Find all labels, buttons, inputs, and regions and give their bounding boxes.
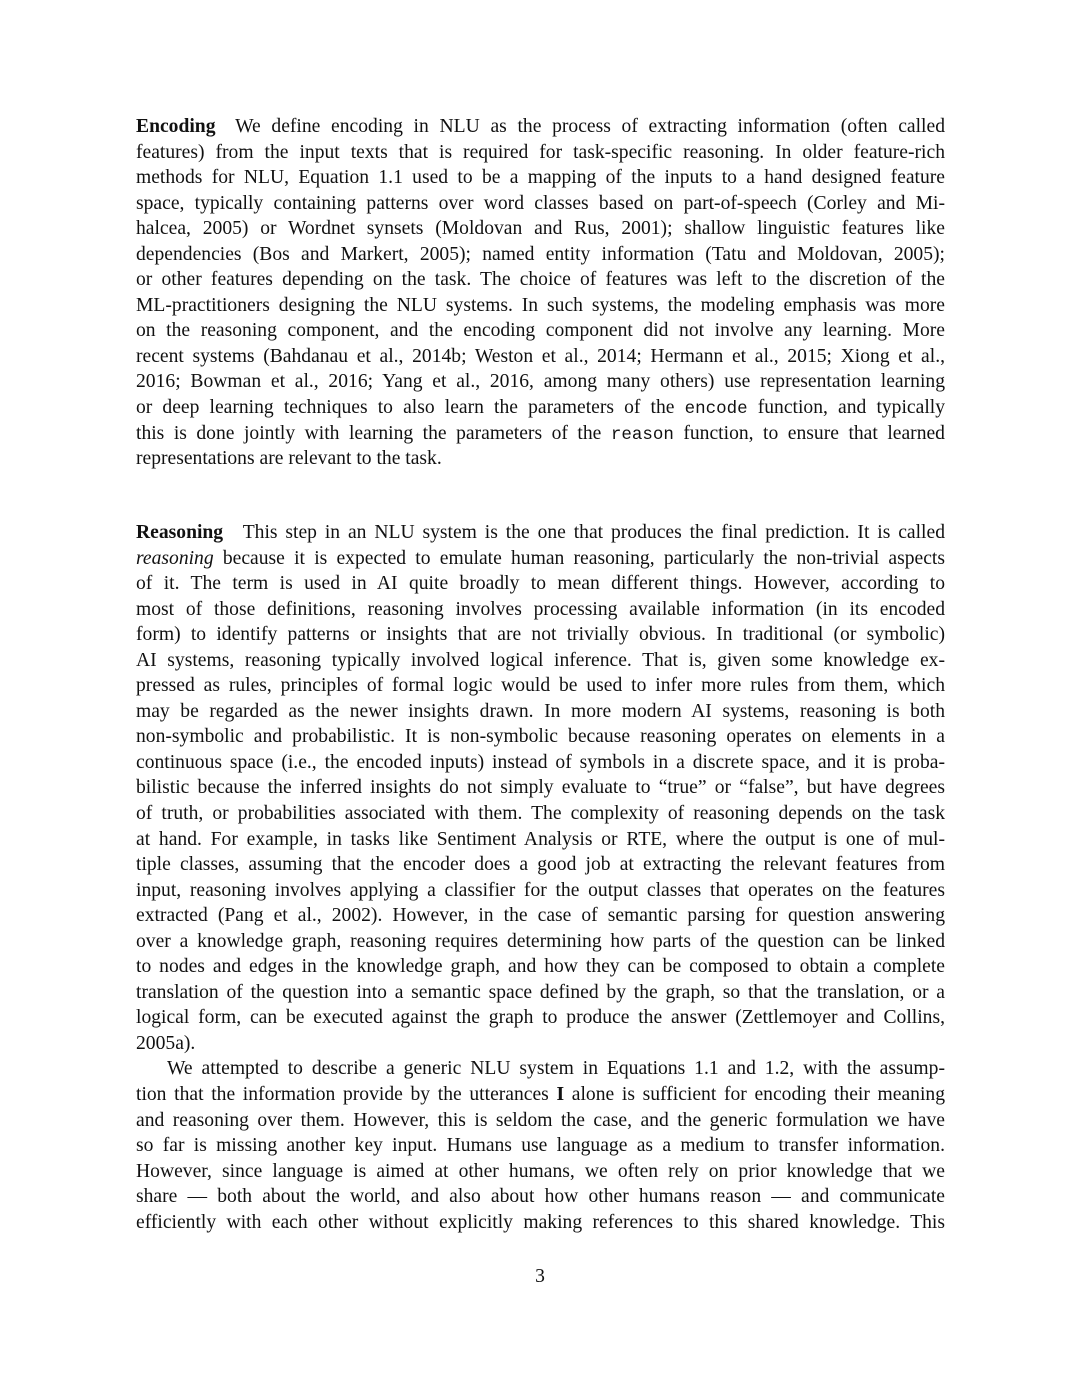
text-run: This step in an NLU system is the one that produces the final prediction. It is called [223,522,945,543]
text-run: and reasoning over them. However, this is seldom the case, and the generic formulation we have [136,1109,945,1131]
text-line [136,216,945,242]
text-run: logical form, can be executed against the graph to produce the answer (Zettlemoyer and Collins, [136,1007,945,1029]
text-line [136,1031,945,1057]
text-run: this is done jointly with learning the parameters of the [136,422,611,444]
text-line [136,1184,945,1210]
text-line [136,140,945,166]
text-line [136,293,945,319]
text-run: features) from the input texts that is required for task-specific reasoning. In older feature-rich [136,141,945,163]
text-line [136,852,945,878]
text-line [136,1056,945,1082]
text-run: or other features depending on the task. The choice of features was left to the discretion of the [136,269,945,291]
text-line [136,369,945,395]
text-run: at hand. For example, in tasks like Sentiment Analysis or RTE, where the output is one of mul- [136,828,945,850]
paragraph-reasoning [136,520,945,1235]
text-line [136,421,945,447]
text-run: dependencies (Bos and Markert, 2005); named entity information (Tatu and Moldovan, 2005); [136,243,945,265]
text-run: efficiently with each other without explicitly making references to this shared knowledge. This [136,1211,945,1233]
text-run: AI systems, reasoning typically involved logical inference. That is, given some knowledge ex- [136,649,945,671]
text-line [136,520,945,546]
page-number: 3 [535,1266,545,1287]
text-run: over a knowledge graph, reasoning requires determining how parts of the question can be linked [136,930,945,952]
text-run: space, typically containing patterns over word classes based on part-of-speech (Corley and Mi- [136,192,945,214]
bold-text: I [556,1084,565,1106]
text-run: However, since language is aimed at other humans, we often rely on prior knowledge that we [136,1160,945,1182]
text-run: 2016; Bowman et al., 2016; Yang et al., 2016, among many others) use representation learning [136,371,945,393]
text-line [136,1159,945,1185]
text-run: form) to identify patterns or insights that are not trivially obvious. In traditional (or symbolic) [136,624,945,646]
text-line [136,571,945,597]
bold-text: Encoding [136,116,216,137]
text-line [136,954,945,980]
text-run: continuous space (i.e., the encoded inputs) instead of symbols in a discrete space, and it is proba- [136,751,945,773]
text-line [136,1005,945,1031]
text-run: translation of the question into a semantic space defined by the graph, so that the translation, or a [136,981,945,1003]
text-line [136,1210,945,1236]
italic-text: reasoning [136,547,214,569]
text-line [136,622,945,648]
text-run: input, reasoning involves applying a classifier for the output classes that operates on the features [136,879,945,901]
text-run: extracted (Pang et al., 2002). However, in the case of semantic parsing for question answering [136,905,945,927]
text-run: so far is missing another key input. Humans use language as a medium to transfer information. [136,1135,945,1157]
text-run: halcea, 2005) or Wordnet synsets (Moldovan and Rus, 2001); shallow linguistic features like [136,218,945,240]
text-line [136,980,945,1006]
text-run: may be regarded as the newer insights drawn. In more modern AI systems, reasoning is both [136,700,945,722]
text-run: recent systems (Bahdanau et al., 2014b; Weston et al., 2014; Hermann et al., 2015; Xiong et al., [136,345,945,367]
text-run: because it is expected to emulate human reasoning, particularly the non-trivial aspects [213,547,945,569]
paragraph-encoding [136,114,945,472]
text-line [136,395,945,421]
text-run: of it. The term is used in AI quite broadly to mean different things. However, according to [136,573,945,595]
text-line [136,801,945,827]
text-line [136,318,945,344]
text-line [136,344,945,370]
text-line [136,673,945,699]
text-run: bilistic because the inferred insights do not simply evaluate to “true” or “false”, but have degrees [136,777,945,799]
text-run: non-symbolic and probabilistic. It is non-symbolic because reasoning operates on elements in a [136,726,945,748]
text-line [136,750,945,776]
text-line [136,775,945,801]
text-line [136,597,945,623]
text-line [136,648,945,674]
bold-text: Reasoning [136,522,224,543]
text-run: representations are relevant to the task. [136,448,442,470]
text-line [136,446,945,472]
text-run: function, and typically [747,397,945,419]
text-line [136,903,945,929]
text-run: tion that the information provide by the utterances [136,1084,557,1106]
text-line [136,1108,945,1134]
text-run: pressed as rules, principles of formal logic would be used to infer more rules from them, which [136,675,945,697]
code-text: encode [684,399,748,420]
code-text: reason [610,424,674,445]
text-line [136,699,945,725]
text-line [136,1082,945,1108]
text-run: methods for NLU, Equation 1.1 used to be a mapping of the inputs to a hand designed feature [136,167,945,189]
text-run: most of those definitions, reasoning involves processing available information (in its encoded [136,598,945,620]
text-line [136,191,945,217]
text-line [136,114,945,140]
text-line [136,546,945,572]
text-run: We define encoding in NLU as the process of extracting information (often called [215,116,945,137]
text-run: share — both about the world, and also about how other humans reason — and communicate [136,1186,945,1208]
text-line [136,878,945,904]
text-run: function, to ensure that learned [673,422,945,444]
text-line [136,165,945,191]
text-line [136,267,945,293]
text-run: 2005a). [136,1032,196,1054]
text-run: of truth, or probabilities associated with them. The complexity of reasoning depends on the task [136,803,945,825]
text-line [136,827,945,853]
text-run: on the reasoning component, and the encoding component did not involve any learning. More [136,320,945,342]
text-run: tiple classes, assuming that the encoder does a good job at extracting the relevant features from [136,854,945,876]
text-line [136,242,945,268]
text-run: We attempted to describe a generic NLU system in Equations 1.1 and 1.2, with the assump- [167,1058,945,1080]
text-run: to nodes and edges in the knowledge graph, and how they can be composed to obtain a complete [136,956,945,978]
text-line [136,1133,945,1159]
text-run: alone is sufficient for encoding their meaning [564,1084,945,1106]
text-line [136,929,945,955]
text-line [136,724,945,750]
text-run: or deep learning techniques to also learn the parameters of the [136,397,685,419]
text-run: ML-practitioners designing the NLU systems. In such systems, the modeling emphasis was more [136,294,945,316]
